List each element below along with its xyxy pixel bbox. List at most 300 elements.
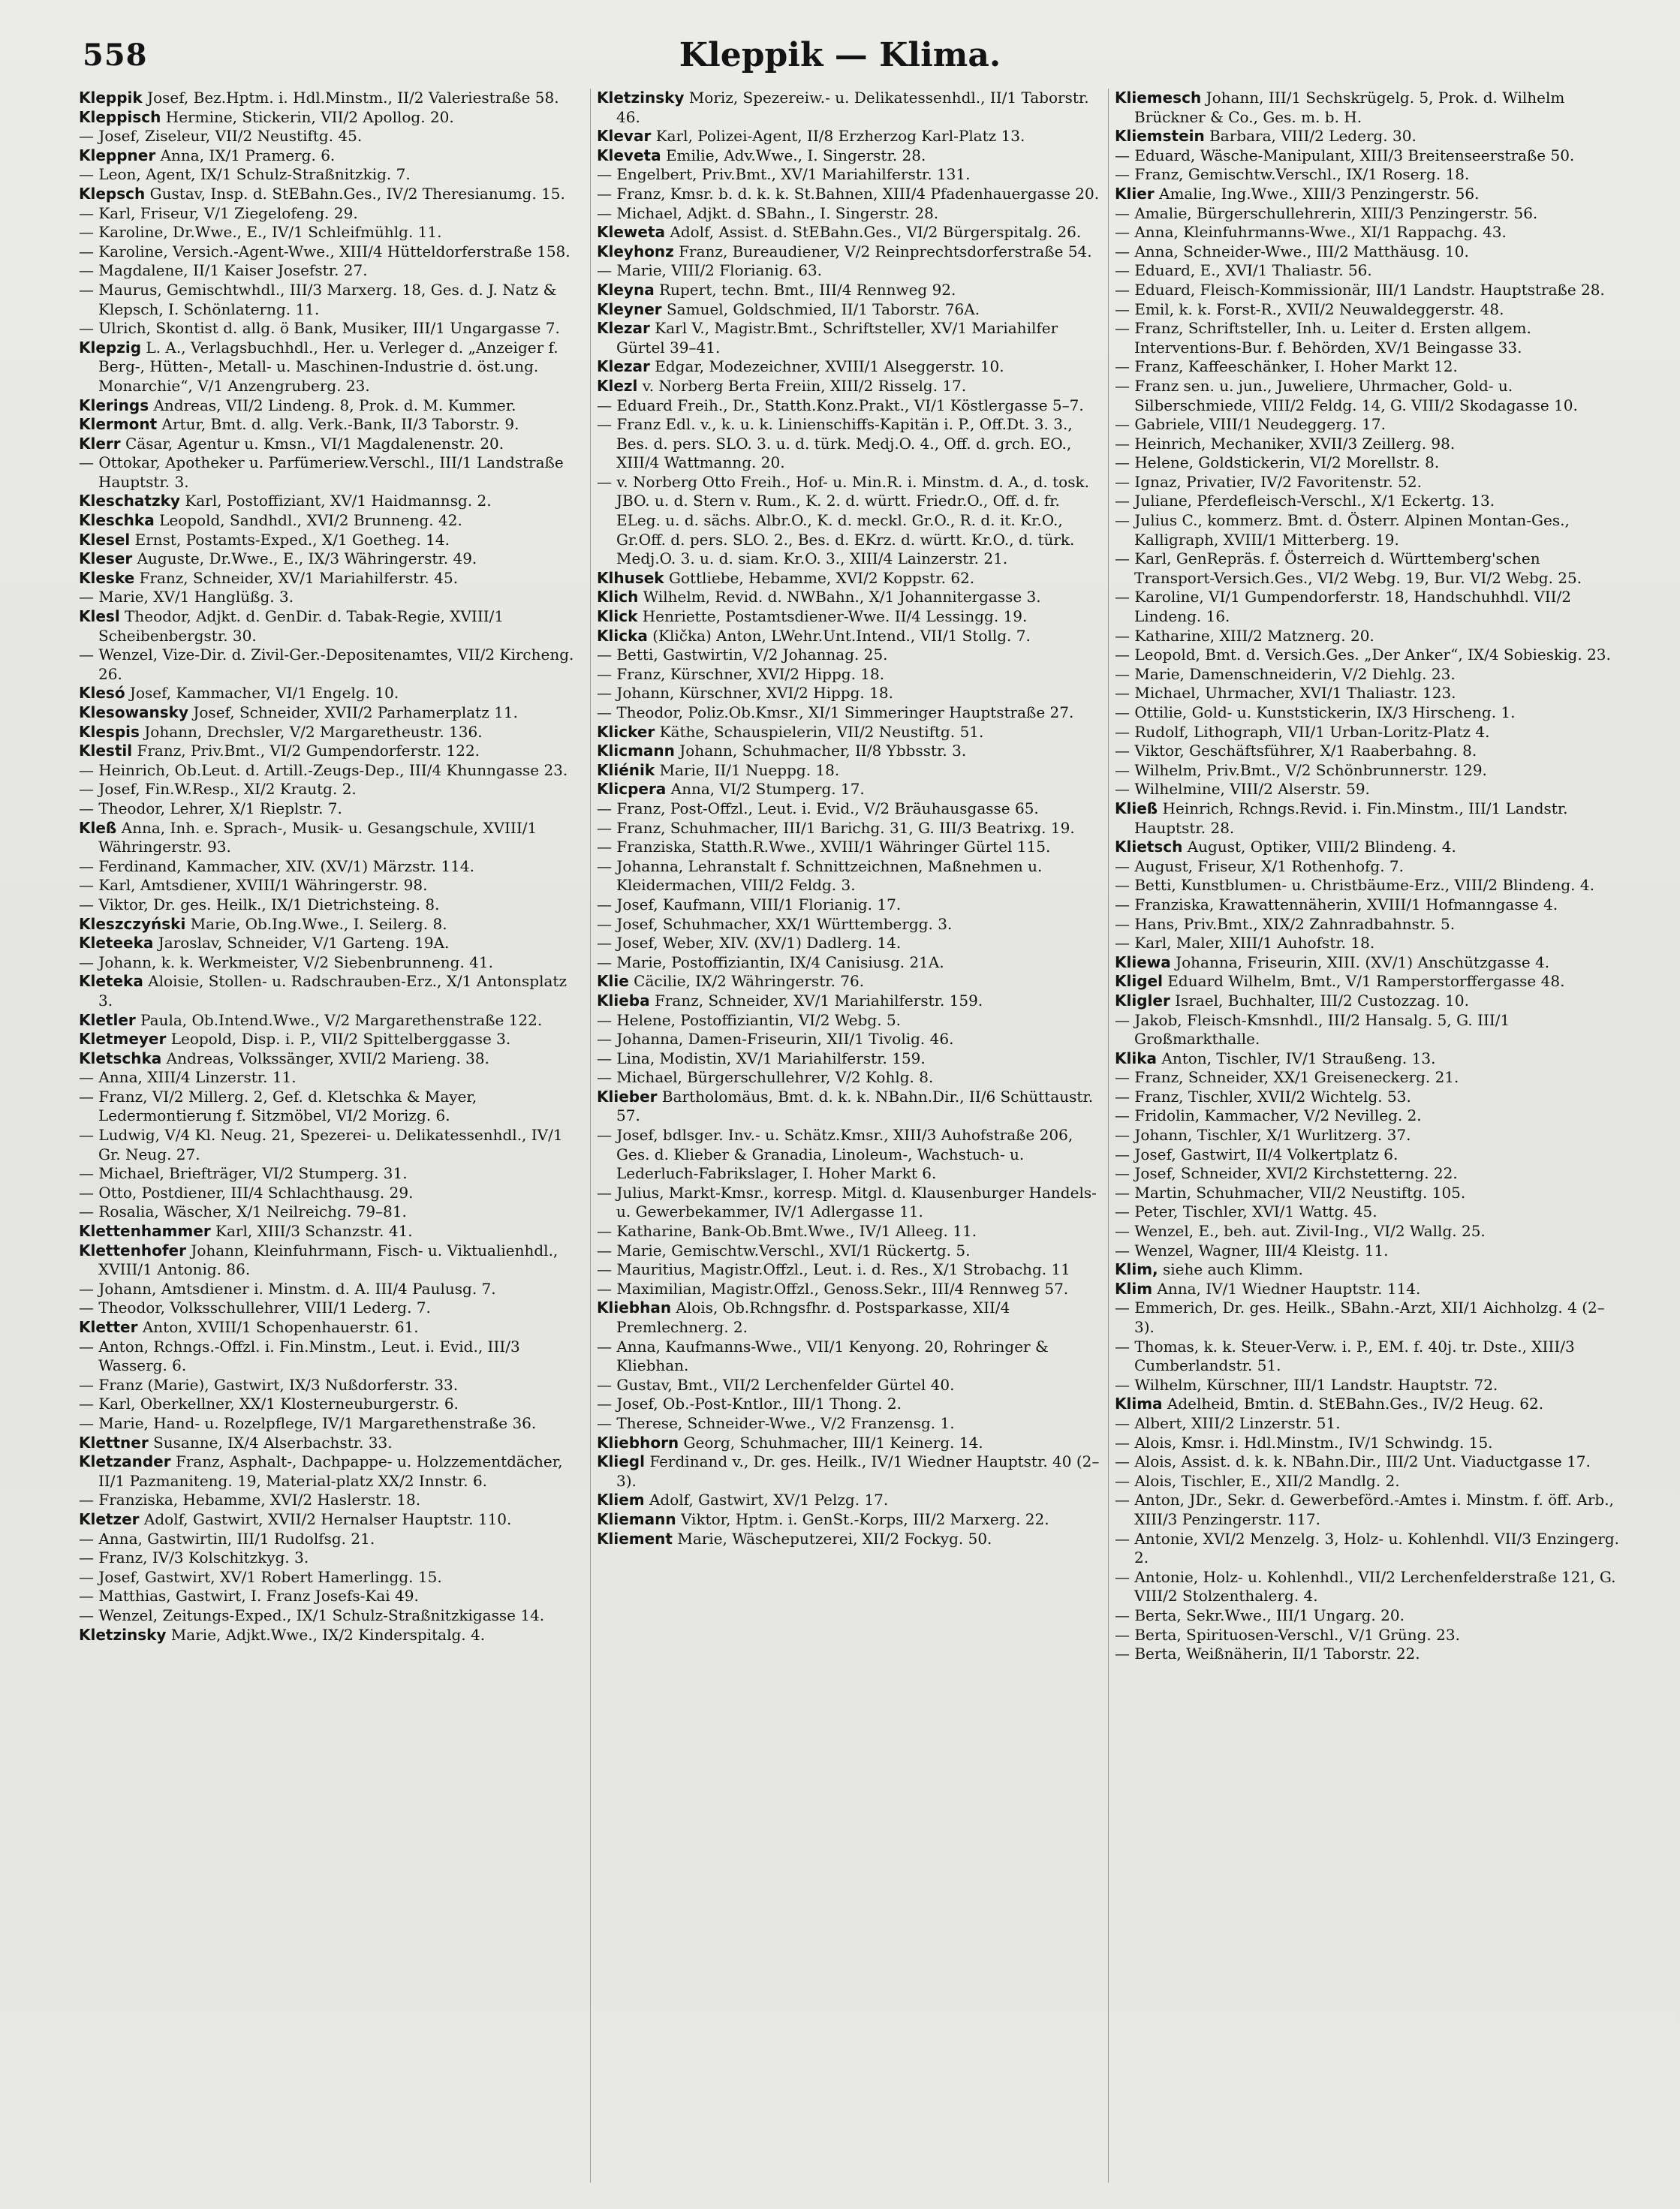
entry-details: Gustav, Insp. d. StEBahn.Ges., IV/2 Theresianumg. 15. (149, 184, 565, 203)
entry-surname: Kletzinsky (597, 89, 685, 107)
directory-entry (79, 1395, 583, 1414)
directory-entry (1115, 1434, 1619, 1453)
entry-details: — Johann, Amtsdiener i. Minstm. d. A. III/4 Paulusg. 7. (79, 1279, 496, 1298)
entry-surname: Klespis (79, 722, 140, 741)
directory-entry (79, 281, 583, 319)
entry-details: Rupert, techn. Bmt., III/4 Rennweg 92. (659, 280, 956, 299)
entry-details: — Wenzel, Vize-Dir. d. Zivil-Ger.-Depositenamtes, VII/2 Kircheng. 26. (79, 646, 574, 683)
entry-details: — Franz, IV/3 Kolschitzkyg. 3. (79, 1548, 309, 1567)
entry-details: — Marie, XV/1 Hanglüßg. 3. (79, 588, 294, 606)
directory-entry (79, 876, 583, 895)
directory-entry (79, 146, 583, 166)
entry-details: — Alois, Kmsr. i. Hdl.Minstm., IV/1 Schwindg. 15. (1115, 1433, 1493, 1452)
directory-entry (597, 1491, 1101, 1510)
directory-entry (1115, 723, 1619, 742)
entry-details: — Peter, Tischler, XVI/1 Wattg. 45. (1115, 1202, 1377, 1221)
directory-entry (597, 165, 1101, 185)
directory-entry (1115, 761, 1619, 781)
entry-surname: Klicka (597, 626, 648, 645)
directory-entry (597, 972, 1101, 992)
entry-surname: Kleszczyński (79, 914, 186, 933)
directory-entry (597, 895, 1101, 915)
entry-surname: Kligel (1115, 972, 1163, 991)
entry-surname: Klim, (1115, 1260, 1158, 1279)
directory-entry (79, 492, 583, 511)
entry-details: Artur, Bmt. d. allg. Verk.-Bank, II/3 Taborstr. 9. (161, 415, 519, 434)
entry-details: Andreas, VII/2 Lindeng. 8, Prok. d. M. Kummer. (153, 396, 516, 414)
directory-entry (1115, 646, 1619, 665)
directory-entry (1115, 1049, 1619, 1069)
entry-details: Josef, Kammacher, VI/1 Engelg. 10. (129, 684, 399, 703)
entry-details: Josef, Schneider, XVII/2 Parhamerplatz 11. (193, 703, 518, 721)
entry-details: Leopold, Sandhdl., XVI/2 Brunneng. 42. (159, 511, 462, 530)
entry-details: — Josef, Schneider, XVI/2 Kirchstetterng. 22. (1115, 1164, 1458, 1183)
entry-details: Karl, Polizei-Agent, II/8 Erzherzog Karl-Platz 13. (655, 127, 1025, 146)
entry-surname: Klerings (79, 396, 149, 414)
directory-entry (79, 953, 583, 973)
entry-surname: Kliebhorn (597, 1433, 679, 1452)
entry-details: — Mauritius, Magistr.Offzl., Leut. i. d. Res., X/1 Strobachg. 11 (597, 1260, 1070, 1279)
entry-details: — Ferdinand, Kammacher, XIV. (XV/1) Märzstr. 114. (79, 856, 474, 875)
entry-details: Anton, Tischler, IV/1 Straußeng. 13. (1161, 1049, 1436, 1067)
directory-entry (1115, 1222, 1619, 1241)
directory-entry (79, 1280, 583, 1299)
entry-details: — Anna, Kleinfuhrmanns-Wwe., XI/1 Rappachg. 43. (1115, 223, 1507, 242)
directory-entry (597, 1414, 1101, 1434)
entry-surname: Klieber (597, 1087, 658, 1106)
directory-entry (1115, 992, 1619, 1011)
directory-entry (597, 992, 1101, 1011)
directory-entry (79, 1049, 583, 1069)
directory-entry (1115, 549, 1619, 588)
entry-details: Ernst, Postamts-Exped., X/1 Goetheg. 14. (134, 530, 450, 549)
directory-entry (1115, 1260, 1619, 1280)
entry-details: — Leon, Agent, IX/1 Schulz-Straßnitzkig. 7. (79, 165, 411, 184)
directory-entry (597, 627, 1101, 646)
directory-entry (1115, 742, 1619, 761)
entry-details: Leopold, Disp. i. P., VII/2 Spittelberggasse 3. (170, 1030, 511, 1049)
directory-entry (1115, 1164, 1619, 1184)
entry-surname: Kleppik (79, 89, 143, 107)
directory-entry (597, 723, 1101, 742)
directory-entry (79, 934, 583, 953)
entry-details: Johann, Schuhmacher, II/8 Ybbsstr. 3. (679, 742, 967, 760)
entry-details: Franz, Schneider, XV/1 Mariahilferstr. 45. (139, 568, 459, 587)
entry-surname: Klepzig (79, 338, 142, 357)
directory-entry (1115, 972, 1619, 992)
directory-entry (597, 838, 1101, 857)
entry-details: — Franz, Kaffeeschänker, I. Hoher Markt 12. (1115, 357, 1458, 376)
directory-entry (597, 1011, 1101, 1031)
directory-entry (1115, 1530, 1619, 1568)
directory-entry (79, 1088, 583, 1126)
entry-details: Marie, II/1 Nueppg. 18. (659, 760, 840, 779)
entry-details: — Michael, Adjkt. d. SBahn., I. Singerstr. 28. (597, 203, 939, 222)
entry-surname: Kliem (597, 1491, 645, 1509)
entry-surname: Klettner (79, 1433, 149, 1452)
directory-entry (79, 1376, 583, 1395)
directory-entry (1115, 1606, 1619, 1626)
entry-surname: Klesel (79, 530, 131, 549)
entry-details: Franz, Priv.Bmt., VI/2 Gumpendorferstr. 122. (137, 742, 480, 760)
directory-entry (79, 549, 583, 569)
entry-details: — Viktor, Dr. ges. Heilk., IX/1 Dietrichsteing. 8. (79, 895, 440, 913)
directory-entry (597, 684, 1101, 703)
entry-details: — Eduard, E., XVI/1 Thaliastr. 56. (1115, 261, 1372, 280)
directory-entry (597, 915, 1101, 934)
entry-details: Johann, Kleinfuhrmann, Fisch- u. Viktualienhdl., XVIII/1 Antonig. 86. (98, 1241, 558, 1279)
entry-surname: Klicpera (597, 780, 667, 799)
entry-details: — Marie, Postoffiziantin, IX/4 Canisiusg. 21A. (597, 953, 944, 971)
directory-entry (1115, 319, 1619, 357)
directory-entry (597, 1395, 1101, 1414)
directory-entry (1115, 1011, 1619, 1049)
entry-details: — Theodor, Volksschullehrer, VIII/1 Lederg. 7. (79, 1299, 431, 1317)
entry-details: — Emil, k. k. Forst-R., XVII/2 Neuwaldeggerstr. 48. (1115, 299, 1504, 318)
entry-surname: Kliewa (1115, 953, 1171, 971)
entry-details: — Franz (Marie), Gastwirt, IX/3 Nußdorferstr. 33. (79, 1375, 459, 1394)
entry-details: — Berta, Spirituosen-Verschl., V/1 Grüng. 23. (1115, 1625, 1460, 1644)
entry-surname: Klezl (597, 376, 638, 395)
directory-entry (597, 319, 1101, 357)
entry-details: Karl, Postoffiziant, XV/1 Haidmannsg. 2. (185, 492, 492, 510)
entry-details: — Johann, k. k. Werkmeister, V/2 Siebenbrunneng. 41. (79, 953, 493, 971)
entry-details: — Eduard, Wäsche-Manipulant, XIII/3 Breitenseerstraße 50. (1115, 146, 1575, 164)
entry-details: — Josef, Weber, XIV. (XV/1) Dadlerg. 14. (597, 934, 902, 953)
directory-entry (597, 127, 1101, 146)
directory-entry (79, 261, 583, 281)
entry-details: Marie, Ob.Ing.Wwe., I. Seilerg. 8. (190, 914, 447, 933)
entry-details: — Franz, Schneider, XX/1 Greiseneckerg. 21. (1115, 1068, 1459, 1087)
directory-entry (79, 204, 583, 224)
entry-surname: Kleteka (79, 972, 143, 991)
entry-details: — Gustav, Bmt., VII/2 Lerchenfelder Gürtel 40. (597, 1375, 955, 1394)
directory-entry (79, 1491, 583, 1510)
entry-surname: Kliement (597, 1529, 673, 1548)
entry-details: — Josef, Gastwirt, XV/1 Robert Hamerlingg. 15. (79, 1567, 442, 1586)
directory-entry (1115, 165, 1619, 185)
entry-surname: Klick (597, 607, 638, 626)
entry-details: — Katharine, XIII/2 Matznerg. 20. (1115, 626, 1374, 645)
directory-entry (597, 780, 1101, 799)
directory-entry (1115, 934, 1619, 953)
entry-details: — Franz, Schriftsteller, Inh. u. Leiter d. Ersten allgem. Interventions-Bur. f. Behörden, XV/1 Beingasse 33. (1115, 319, 1531, 357)
entry-surname: Kletschka (79, 1049, 162, 1067)
directory-entry (79, 857, 583, 877)
directory-entry (79, 223, 583, 242)
directory-entry (79, 1184, 583, 1203)
entry-details: — Berta, Weißnäherin, II/1 Taborstr. 22. (1115, 1645, 1420, 1663)
entry-details: — Franz, Kmsr. b. d. k. k. St.Bahnen, XIII/4 Pfadenhauergasse 20. (597, 184, 1100, 203)
directory-entry (1115, 89, 1619, 127)
entry-details: — Anton, Rchngs.-Offzl. i. Fin.Minstm., Leut. i. Evid., III/3 Wasserg. 6. (79, 1337, 520, 1375)
directory-entry (597, 703, 1101, 723)
entry-surname: Kleteeka (79, 934, 154, 953)
entry-surname: Kletter (79, 1318, 138, 1336)
entry-details: — Amalie, Bürgerschullehrerin, XIII/3 Penzingerstr. 56. (1115, 203, 1538, 222)
entry-surname: Kleveta (597, 146, 661, 164)
directory-entry (1115, 377, 1619, 415)
entry-surname: Kliebhan (597, 1299, 672, 1317)
directory-entry (1115, 492, 1619, 511)
entry-surname: Klicker (597, 722, 655, 741)
directory-entry (597, 1088, 1101, 1126)
entry-surname: Klerr (79, 434, 121, 453)
entry-details: Johann, III/1 Sechskrügelg. 5, Prok. d. Wilhelm Brückner & Co., Ges. m. b. H. (1134, 89, 1565, 126)
directory-entry (597, 415, 1101, 473)
entry-details: Paula, Ob.Intend.Wwe., V/2 Margarethenstraße 122. (140, 1010, 543, 1029)
entry-details: Amalie, Ing.Wwe., XIII/3 Penzingerstr. 56. (1159, 184, 1480, 203)
entry-details: — Karl, Friseur, V/1 Ziegelofeng. 29. (79, 203, 358, 222)
entry-details: Jaroslav, Schneider, V/1 Garteng. 19A. (158, 934, 450, 953)
directory-entry (1115, 1645, 1619, 1664)
directory-entry (79, 89, 583, 108)
entry-surname: Klicmann (597, 742, 675, 760)
entry-details: — Franz, Schuhmacher, III/1 Barichg. 31, G. III/3 Beatrixg. 19. (597, 818, 1075, 837)
entry-details: — Antonie, Holz- u. Kohlenhdl., VII/2 Lerchenfelderstraße 121, G. VIII/2 Stolzenthalerg. 4. (1115, 1567, 1616, 1606)
directory-entry (1115, 127, 1619, 146)
entry-details: Anna, IX/1 Pramerg. 6. (160, 146, 336, 164)
entry-details: — Hans, Priv.Bmt., XIX/2 Zahnradbahnstr. 5. (1115, 914, 1456, 933)
entry-details: — v. Norberg Otto Freih., Hof- u. Min.R. i. Minstm. d. A., d. tosk. JBO. u. d. Stern v. Rum., K. 2. d. württ. Friedr.O., Off. d. fr. ELeg. u. d. sächs. Albr.O., K. d. meckl. Gr.O., R. d. it. Kr.O., Gr.Off. d. pers. SLO. 2., Bes. d. EKrz. d. württ. Kr.O., d. türk. Medj.O. 3. u. d. siam. Kr.O. 3., XIII/4 Lainzerstr. 21. (597, 472, 1089, 568)
entry-surname: Klier (1115, 184, 1155, 203)
entry-details: Eduard Wilhelm, Bmt., V/1 Ramperstorffergasse 48. (1167, 972, 1565, 991)
directory-entry (1115, 1126, 1619, 1145)
directory-entry (79, 1606, 583, 1626)
directory-entry (79, 165, 583, 185)
directory-entry (597, 473, 1101, 569)
directory-entry (79, 185, 583, 204)
directory-entry (597, 819, 1101, 838)
entry-details: — Magdalene, II/1 Kaiser Josefstr. 27. (79, 261, 368, 280)
directory-entry (1115, 1299, 1619, 1337)
directory-entry (1115, 1376, 1619, 1395)
entry-surname: Kleschatzky (79, 492, 180, 510)
entry-details: — Wilhelm, Kürschner, III/1 Landstr. Hauptstr. 72. (1115, 1375, 1498, 1394)
entry-details: — Karoline, Versich.-Agent-Wwe., XIII/4 Hütteldorferstraße 158. (79, 242, 571, 260)
entry-details: — Helene, Postoffiziantin, VI/2 Webg. 5. (597, 1010, 902, 1029)
entry-surname: Klhusek (597, 568, 664, 587)
directory-entry (1115, 665, 1619, 685)
entry-surname: Klezar (597, 357, 650, 376)
directory-entry (597, 799, 1101, 819)
entry-details: — Ulrich, Skontist d. allg. ö Bank, Musiker, III/1 Ungargasse 7. (79, 319, 560, 338)
entry-surname: Kließ (1115, 799, 1158, 817)
entry-details: Cäsar, Agentur u. Kmsn., VI/1 Magdalenenstr. 20. (125, 434, 504, 453)
directory-entry (597, 742, 1101, 761)
entry-details: — Marie, Hand- u. Rozelpflege, IV/1 Margarethenstraße 36. (79, 1413, 537, 1432)
entry-surname: Klie (597, 972, 629, 991)
directory-entry (597, 300, 1101, 320)
directory-entry (79, 684, 583, 703)
directory-entry (1115, 511, 1619, 549)
entry-surname: Kletzer (79, 1509, 140, 1528)
directory-entry (79, 646, 583, 684)
entry-surname: Kletzinsky (79, 1625, 167, 1644)
entry-details: — Karoline, VI/1 Gumpendorferstr. 18, Handschuhhdl. VII/2 Lindeng. 16. (1115, 588, 1571, 626)
entry-details: Josef, Bez.Hptm. i. Hdl.Minstm., II/2 Valeriestraße 58. (147, 89, 559, 107)
entry-surname: Kletzander (79, 1452, 171, 1471)
entry-details: Johanna, Friseurin, XIII. (XV/1) Anschützgasse 4. (1176, 953, 1550, 971)
directory-entry (1115, 1338, 1619, 1376)
directory-entry (1115, 1088, 1619, 1107)
entry-details: Adolf, Assist. d. StEBahn.Ges., VI/2 Bürgerspitalg. 26. (670, 223, 1082, 242)
entry-details: — Betti, Gastwirtin, V/2 Johannag. 25. (597, 646, 888, 664)
entry-details: — Wenzel, Zeitungs-Exped., IX/1 Schulz-Straßnitzkigasse 14. (79, 1606, 545, 1624)
entry-surname: Klettenhofer (79, 1241, 186, 1259)
entry-surname: Klesl (79, 607, 120, 626)
directory-entry (79, 915, 583, 934)
entry-details: Andreas, Volkssänger, XVII/2 Marieng. 38. (166, 1049, 489, 1067)
entry-details: — Franziska, Hebamme, XVI/2 Haslerstr. 18. (79, 1491, 421, 1509)
directory-entry (1115, 1280, 1619, 1299)
entry-details: — Josef, Ob.-Post-Kntlor., III/1 Thong. 2. (597, 1395, 902, 1413)
directory-entry (597, 857, 1101, 895)
entry-details: Georg, Schuhmacher, III/1 Keinerg. 14. (683, 1433, 983, 1452)
directory-entry (79, 819, 583, 857)
entry-surname: Klika (1115, 1049, 1158, 1067)
directory-entry (79, 703, 583, 723)
entry-details: — Berta, Sekr.Wwe., III/1 Ungarg. 20. (1115, 1606, 1405, 1624)
page-number: 558 (83, 38, 148, 73)
directory-entry (597, 761, 1101, 781)
entry-details: — Jakob, Fleisch-Kmsnhdl., III/2 Hansalg. 5, G. III/1 Großmarkthalle. (1115, 1010, 1510, 1049)
entry-details: — Anna, Gastwirtin, III/1 Rudolfsg. 21. (79, 1529, 375, 1548)
entry-details: — August, Friseur, X/1 Rothenhofg. 7. (1115, 856, 1404, 875)
entry-details: — Anton, JDr., Sekr. d. Gewerbeförd.-Amtes i. Minstm. f. öff. Arb., XIII/3 Penzingerstr. 117. (1115, 1491, 1614, 1528)
entry-surname: Kligler (1115, 991, 1170, 1010)
entry-details: — Johanna, Lehranstalt f. Schnittzeichnen, Maßnehmen u. Kleidermachen, VIII/2 Feldg. 3. (597, 856, 1043, 895)
entry-details: Barbara, VIII/2 Lederg. 30. (1209, 127, 1417, 146)
directory-entry (79, 1530, 583, 1549)
entry-details: — Franz, VI/2 Millerg. 2, Gef. d. Kletschka & Mayer, Ledermontierung f. Sitzmöbel, VI/2 Morizg. 6. (79, 1087, 477, 1125)
directory-entry (1115, 242, 1619, 262)
directory-entry (1115, 1145, 1619, 1165)
entry-details: — Antonie, XVI/2 Menzelg. 3, Holz- u. Kohlenhdl. VII/3 Enzingerg. 2. (1115, 1529, 1619, 1567)
entry-details: Heinrich, Rchngs.Revid. i. Fin.Minstm., III/1 Landstr. Hauptstr. 28. (1134, 799, 1568, 837)
entry-details: Anna, IV/1 Wiedner Hauptstr. 114. (1157, 1279, 1421, 1298)
entry-details: — Franz, Gemischtw.Verschl., IX/1 Roserg. 18. (1115, 165, 1470, 184)
entry-details: — Wilhelmine, VIII/2 Alserstr. 59. (1115, 780, 1370, 799)
directory-entry (597, 1376, 1101, 1395)
directory-entry (79, 1452, 583, 1491)
entry-details: — Julius, Markt-Kmsr., korresp. Mitgl. d. Klausenburger Handels- u. Gewerbekammer, IV/1 Adlergasse 11. (597, 1183, 1097, 1221)
directory-entry (1115, 204, 1619, 224)
entry-details: — Karl, Amtsdiener, XVIII/1 Währingerstr. 98. (79, 876, 428, 895)
entry-details: — Albert, XIII/2 Linzerstr. 51. (1115, 1413, 1341, 1432)
entry-surname: Kleschka (79, 511, 155, 530)
entry-details: — Josef, bdlsger. Inv.- u. Schätz.Kmsr., XIII/3 Auhofstraße 206, Ges. d. Klieber & Granadia, Linoleum-, Wachstuch- u. Lederluch-Fabrikslager, I. Hoher Markt 6. (597, 1126, 1073, 1183)
entry-details: — Juliane, Pferdefleisch-Verschl., X/1 Eckertg. 13. (1115, 492, 1495, 510)
entry-details: — Josef, Fin.W.Resp., XI/2 Krautg. 2. (79, 780, 357, 799)
entry-details: Hermine, Stickerin, VII/2 Apollog. 20. (165, 107, 454, 126)
directory-entry (79, 588, 583, 607)
entry-details: v. Norberg Berta Freiin, XIII/2 Risselg. 17. (642, 376, 967, 395)
entry-details: Marie, Adjkt.Wwe., IX/2 Kinderspitalg. 4. (170, 1625, 486, 1644)
directory-entry (79, 1338, 583, 1376)
entry-details: — Helene, Goldstickerin, VI/2 Morellstr. 8. (1115, 453, 1440, 472)
entry-details: L. A., Verlagsbuchhdl., Her. u. Verleger d. „Anzeiger f. Berg-, Hütten-, Metall- u. Maschinen-Industrie d. öst.ung. Monarchie“, V/1 Anzengruberg. 23. (98, 338, 558, 395)
directory-entry (1115, 1452, 1619, 1472)
entry-details: — Karl, GenRepräs. f. Österreich d. Württemberg'schen Transport-Versich.Ges., VI/2 Webg. 19, Bur. VI/2 Webg. 25. (1115, 549, 1582, 587)
entry-details: — Martin, Schuhmacher, VII/2 Neustiftg. 105. (1115, 1183, 1466, 1202)
directory-entry (1115, 684, 1619, 703)
entry-details: Emilie, Adv.Wwe., I. Singerstr. 28. (665, 146, 926, 164)
entry-details: — Josef, Kaufmann, VIII/1 Florianig. 17. (597, 895, 902, 913)
entry-surname: Kliemesch (1115, 89, 1202, 107)
entry-surname: Kleppisch (79, 107, 161, 126)
directory-entry (597, 1049, 1101, 1069)
directory-entry (1115, 453, 1619, 473)
entry-details: — Johann, Kürschner, XVI/2 Hippg. 18. (597, 684, 893, 703)
directory-entry (79, 780, 583, 799)
entry-details: Marie, Wäscheputzerei, XII/2 Fockyg. 50. (677, 1529, 992, 1548)
entry-surname: Klestil (79, 742, 133, 760)
directory-columns (79, 89, 1640, 2190)
entry-details: — Heinrich, Mechaniker, XVII/3 Zeillerg. 98. (1115, 434, 1456, 453)
directory-entry (1115, 876, 1619, 895)
entry-details: — Johann, Tischler, X/1 Wurlitzerg. 37. (1115, 1126, 1411, 1145)
directory-entry (597, 665, 1101, 685)
directory-entry (597, 396, 1101, 416)
entry-details: — Ignaz, Privatier, IV/2 Favoritenstr. 52. (1115, 472, 1422, 491)
entry-details: — Alois, Assist. d. k. k. NBahn.Dir., III/2 Unt. Viaductgasse 17. (1115, 1452, 1591, 1471)
directory-entry (597, 607, 1101, 627)
entry-details: — Franziska, Statth.R.Wwe., XVIII/1 Währinger Gürtel 115. (597, 838, 1051, 856)
entry-details: — Johanna, Damen-Friseurin, XII/1 Tivolig. 46. (597, 1030, 954, 1049)
directory-entry (1115, 953, 1619, 973)
entry-details: Adolf, Gastwirt, XVII/2 Hernalser Hauptstr. 110. (143, 1509, 512, 1528)
entry-details: Adolf, Gastwirt, XV/1 Pelzg. 17. (649, 1491, 889, 1509)
directory-entry (597, 1184, 1101, 1222)
directory-entry (1115, 1106, 1619, 1126)
entry-surname: Klezar (597, 319, 650, 338)
directory-entry (1115, 588, 1619, 626)
directory-entry (79, 1510, 583, 1530)
entry-details: — Rosalia, Wäscher, X/1 Neilreichg. 79–81. (79, 1202, 407, 1221)
directory-entry (597, 261, 1101, 281)
entry-surname: Kliegl (597, 1452, 645, 1471)
directory-entry (597, 185, 1101, 204)
entry-details: — Franz, Kürschner, XVI/2 Hippg. 18. (597, 664, 885, 683)
entry-details: Bartholomäus, Bmt. d. k. k. NBahn.Dir., II/6 Schüttaustr. 57. (616, 1087, 1094, 1125)
entry-surname: Kliemstein (1115, 127, 1205, 146)
directory-entry (1115, 473, 1619, 492)
entry-details: Adelheid, Bmtin. d. StEBahn.Ges., IV/2 Heug. 62. (1167, 1395, 1544, 1413)
directory-entry (79, 511, 583, 531)
directory-entry (597, 1434, 1101, 1453)
column-2 (597, 89, 1101, 1548)
directory-entry (597, 646, 1101, 665)
directory-entry (597, 1338, 1101, 1376)
directory-entry (597, 1222, 1101, 1241)
directory-entry (79, 1587, 583, 1606)
directory-entry (597, 377, 1101, 396)
entry-surname: Klich (597, 588, 639, 606)
entry-details: — Leopold, Bmt. d. Versich.Ges. „Der Anker“, IX/4 Sobieskig. 23. (1115, 646, 1611, 664)
entry-details: — Fridolin, Kammacher, V/2 Nevilleg. 2. (1115, 1106, 1422, 1125)
entry-details: — Maximilian, Magistr.Offzl., Genoss.Sekr., III/4 Rennweg 57. (597, 1279, 1069, 1298)
entry-surname: Klim (1115, 1279, 1153, 1298)
entry-details: Auguste, Dr.Wwe., E., IX/3 Währingerstr. 49. (137, 549, 477, 568)
directory-entry (79, 242, 583, 262)
entry-surname: Klietsch (1115, 838, 1183, 856)
directory-entry (79, 415, 583, 435)
directory-entry (1115, 1395, 1619, 1414)
directory-entry (79, 799, 583, 819)
entry-surname: Kleweta (597, 223, 666, 242)
entry-details: — Alois, Tischler, E., XII/2 Mandlg. 2. (1115, 1471, 1400, 1490)
